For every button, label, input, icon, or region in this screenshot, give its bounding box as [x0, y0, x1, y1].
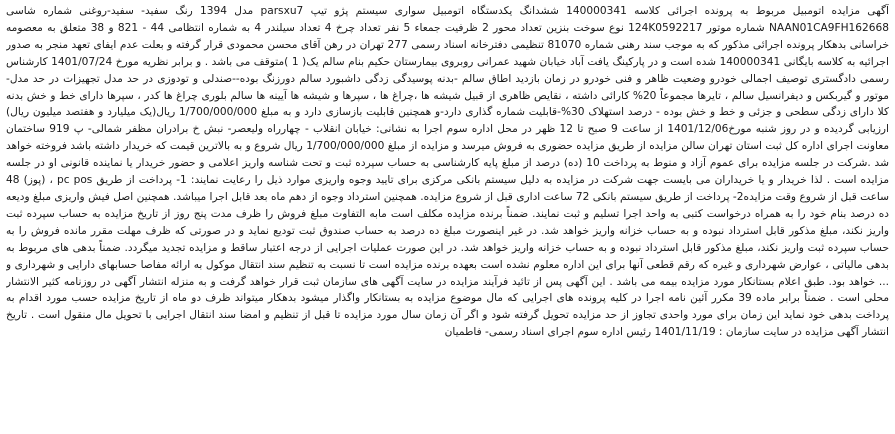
- notice-body: آگهی مزایده اتومبیل مربوط به پرونده اجرائی کلاسه 140000341 ششدانگ یکدستگاه اتومبیل سواری سیستم پژو تیپ parsxu7 مدل 1394 رنگ سفید- سفید-روغنی شماره شاسی NAAN01CA9FH162668 شماره موتور 124K0592217 نوع سوخت بنزین تعداد محور 2 ظرفیت جمعاء 5 نفر تعداد چرخ 4 تعداد سیلندر 4 به شماره انتظامی 44 - 821 و 38 متعلق به معصومه خراسانی بدهکار پرونده اجرائی مذکور که به موجب سند رهنی شماره 81070 تنظیمی دفترخانه اسناد رسمی 277 تهران در رهن آقای محسن محمودی قرار گرفته و بعلت عدم ایفای تعهد منجر به صدور اجرائیه به کلاسه بایگانی 140000341 شده است و در پارکینگ یافت آباد خیابان شهید عمرانی روبروی بیمارستان حکیم بنام سالم یک( 1 )متوقف می باشد . و برابر نظریه مورخ 1401/07/24 کارشناس رسمی دادگستری توصیف اجمالی خودرو وضعیت ظاهر و فنی خودرو در زمان بازدید اطاق سالم -بدنه پوسیدگی زدگی داشبورد سالم دورزنگ بوده--صندلی و تودوزی در حد مدل تجهیزات در حد مدل-موتور و گیربکس و دیفرانسیل سالم ، تایرها مجموعاً 20% کارائی داشته ، نقایص ظاهری از قبیل شیشه ها ،چراغ ها ، سپرها و شیشه ها آیینه ها سالم بلوری چراغ ها کدر ، سپرها دارای خط و خش بدنه کلا دارای زدگی سطحی و جزئی و خط و خش بوده - درصد استهلاک 30%-قابلیت شماره گذاری دارد-و همچنین قابلیت بازسازی دارد و به مبلغ 1/700/000/000 ریال(یک میلیارد و هفتصد میلیون ریال) ارزیابی گردیده و در روز شنبه مورخ1401/12/06 از ساعت 9 صبح تا 12 ظهر در محل اداره سوم اجرا به نشانی: خیابان انقلاب - چهارراه ولیعصر- نبش خ برادران مظفر شمالی- پ 919 ساختمان معاونت اجرای اداره کل ثبت استان تهران سالن مزایده از طریق مزایده حضوری به فروش میرسد و مزایده از مبلغ 1/700/000/000 ریال شروع و به بالاترین قیمت که خریدار داشته باشد فروخته خواهد شد .شرکت در جلسه مزایده برای عموم آزاد و منوط به پرداخت 10 (ده) درصد از مبلغ پایه کارشناسی به حساب سپرده ثبت و تحت شناسه واریز اعلامی و حضور خریدار یا نماینده قانونی او در جلسه مزایده است . لذا خریدار و یا خریداران می بایست جهت شرکت در مزایده به دلیل سیستم بانکی مرکزی برای تایید وجوه واریزی موارد ذیل را رعایت نمایند: 1- پرداخت از طریق pc pos ، (پوز) 48 ساعت قبل از شروع وقت مزایده2- پرداخت از طریق سیستم بانکی 72 ساعت اداری قبل از شروع مزایده. همچنین استرداد وجوه از دهم ماه بعد قابل اجرا میباشد. همچنین اصل فیش واریزی مبلغ ودیعه ده درصد بنام خود را به همراه درخواست کتبی به واحد اجرا تسلیم و ثبت نمایند. ضمناً برنده مزایده مکلف است مابه التفاوت مبلغ فروش را ظرف مدت پنج روز از تاریخ مزایده به حساب سپرده ثبت واریز نکند، مبلغ مذکور قابل استرداد نبوده و به حساب خزانه واریز خواهد شد. در غیر اینصورت مبلغ ده درصد به حساب صندوق ثبت تودیع نماید و در صورتی که ظرف مهلت مقرر مانده فروش را به حساب سپرده ثبت واریز نکند، مبلغ مذکور قابل استرداد نبوده و به حساب خزانه واریز خواهد شد. در این صورت عملیات اجرایی از درجه اعتبار ساقط و مزایده تجدید میگردد. ضمناً بدهی های مربوط به بدهی مالیاتی ، عوارض شهرداری و غیره که رقم قطعی آنها برای این اداره معلوم نشده است بعهده برنده مزایده است تا نسبت به تنظیم سند انتقال موکول به ارائه مفاصا حسابهای دارایی و شهرداری و ... خواهد بود. طبق اعلام بستانکار مورد مزایده بیمه می باشد . این آگهی پس از تائید فرآیند مزایده در سایت آگهی های سازمان ثبت قرار خواهد گرفت و به منزله انتشار آگهی در روزنامه کثیر الانتشار محلی است . ضمناً برابر ماده 39 مکرر آئین نامه اجرا در کلیه پرونده های اجرایی که مال موضوع مزایده به بستانکار واگذار میشود بدهکار میتواند ظرف دو ماه از تاریخ مزایده حسب مورد اقدام به پرداخت بدهی خود نماید این زمان برای مورد واحدی تجاوز از حد مزایده تحویل گرفته شود و اگر آن زمان سال مورد مزایده تا قبل از تنظیم و امضا سند انتقال اجرایی با تحویل مال منقول است . تاریخ انتشار آگهی مزایده در سایت سازمان : 1401/11/19 رئیس اداره سوم اجرای اسناد رسمی- فاطمیان: [6, 5, 889, 339]
- auction-notice: [6, 3, 889, 428]
